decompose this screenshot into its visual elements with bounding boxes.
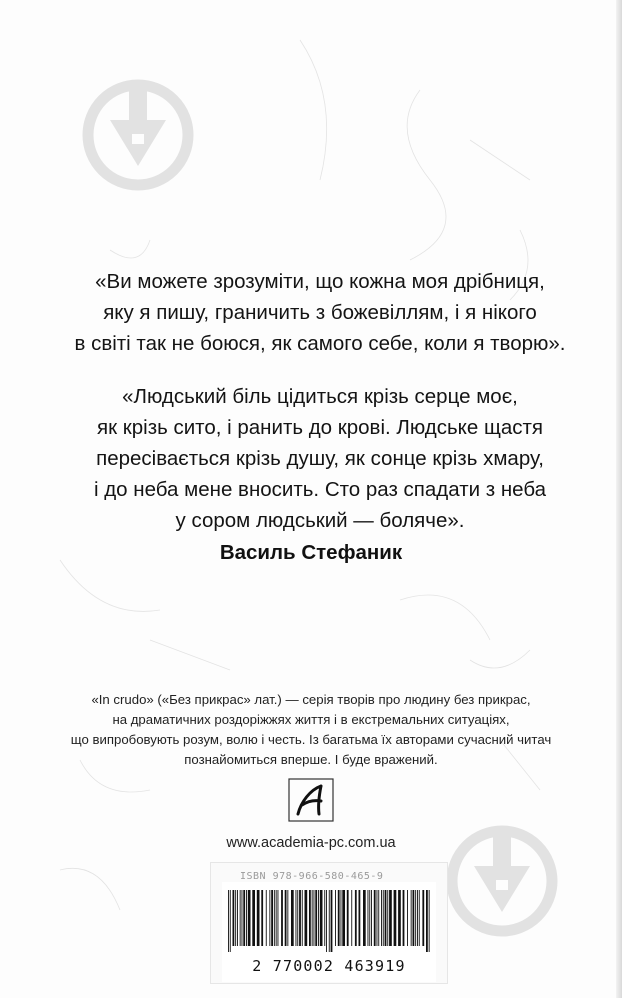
- quote-line: «Людський біль цідиться крізь серце моє,: [122, 385, 518, 408]
- quote-line: «Ви можете зрозуміти, що кожна моя дрібниця,: [95, 270, 545, 293]
- page-edge: [616, 0, 622, 998]
- watermark-logo-icon: [82, 74, 194, 196]
- series-line: на драматичних роздоріжжях життя і в екстремальних ситуаціях,: [112, 712, 510, 727]
- quote-second: [40, 381, 600, 536]
- barcode: [226, 890, 432, 952]
- quote-line: в світі так не боюся, як самого себе, коли я творю».: [74, 332, 566, 355]
- isbn-label: ISBN 978-966-580-465-9: [240, 871, 384, 882]
- quote-line: і до неба мене вносить. Сто раз спадати з неба: [93, 478, 547, 501]
- academia-a-logo-icon: [288, 778, 334, 822]
- series-line: що випробовують розум, волю і честь. Із багатьма їх авторами сучасний читач: [70, 732, 552, 747]
- quote-line: яку я пишу, граничить з божевіллям, і я нікого: [103, 301, 537, 324]
- series-description: [60, 690, 562, 770]
- quote-line: як крізь сито, і ранить до крові. Людське щастя: [97, 416, 543, 439]
- quote-first: [40, 266, 600, 359]
- quote-line: пересівається крізь душу, як сонце крізь хмару,: [96, 447, 544, 470]
- author-name: Василь Стефаник: [219, 541, 403, 564]
- barcode-number: 2 770002 463919: [252, 957, 406, 975]
- publisher-url: www.academia-pc.com.ua: [226, 835, 396, 851]
- series-line: «In crudo» («Без прикрас» лат.) — серія творів про людину без прикрас,: [91, 692, 531, 707]
- series-line: познайомиться вперше. І буде вражений.: [184, 752, 438, 767]
- quote-line: у сором людський — боляче».: [175, 509, 465, 532]
